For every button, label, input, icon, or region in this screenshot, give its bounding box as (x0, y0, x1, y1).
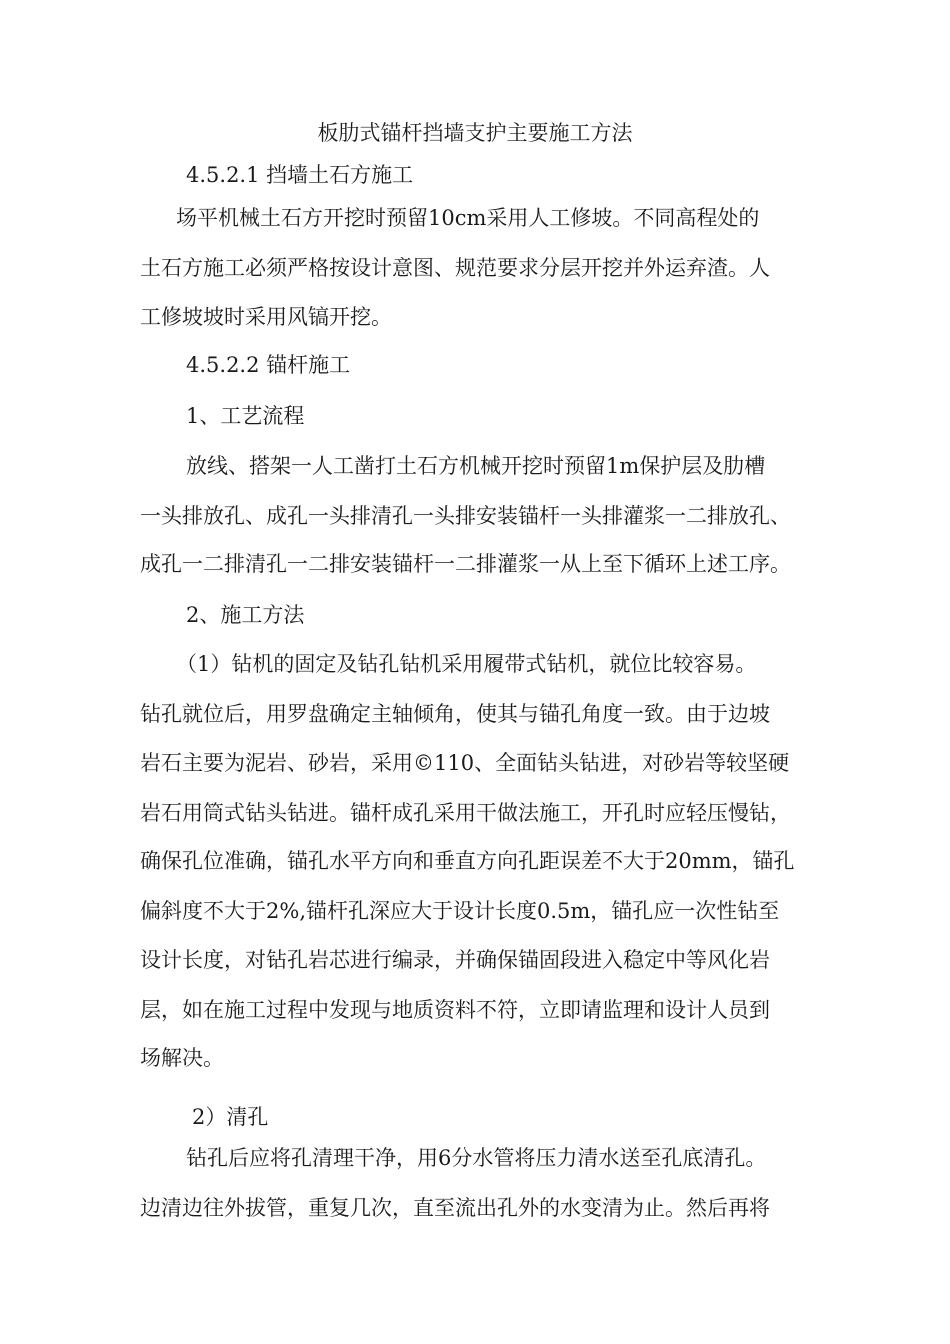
section-heading-4-5-2-1: 4.5.2.1 挡墙土石方施工 (186, 163, 414, 187)
paragraph-line: 土石方施工必须严格按设计意图、规范要求分层开挖并外运弃渣。人 (140, 256, 770, 280)
subheading-construction-method: 2、施工方法 (186, 603, 305, 627)
paragraph-line: 设计长度，对钻孔岩芯进行编录，并确保锚固段进入稳定中等风化岩 (140, 948, 770, 972)
paragraph-line: 确保孔位准确，锚孔水平方向和垂直方向孔距误差不大于20mm，锚孔 (140, 849, 795, 873)
subheading-hole-cleaning: 2）清孔 (192, 1105, 269, 1129)
paragraph-line: 放线、搭架一人工凿打土石方机械开挖时预留1m保护层及肋槽 (186, 454, 766, 478)
paragraph-line: 工修坡坡时采用风镐开挖。 (140, 305, 392, 329)
paragraph-line: 边清边往外拔管，重复几次，直至流出孔外的水变清为止。然后再将 (140, 1196, 770, 1220)
paragraph-line: 场解决。 (140, 1046, 224, 1070)
paragraph-line: 岩石主要为泥岩、砂岩，采用©110、全面钻头钻进，对砂岩等较坚硬 (140, 751, 790, 775)
paragraph-line: 钻孔就位后，用罗盘确定主轴倾角，使其与锚孔角度一致。由于边坡 (140, 702, 770, 726)
section-heading-4-5-2-2: 4.5.2.2 锚杆施工 (186, 353, 351, 377)
paragraph-line: （1）钻机的固定及钻孔钻机采用履带式钻机，就位比较容易。 (176, 652, 757, 676)
paragraph-line: 偏斜度不大于2%,锚杆孔深应大于设计长度0.5m，锚孔应一次性钻至 (140, 899, 780, 923)
paragraph-line: 场平机械土石方开挖时预留10cm采用人工修坡。不同高程处的 (176, 206, 760, 230)
paragraph-line: 层，如在施工过程中发现与地质资料不符，立即请监理和设计人员到 (140, 998, 770, 1022)
paragraph-line: 成孔一二排清孔一二排安装锚杆一二排灌浆一从上至下循环上述工序。 (140, 552, 791, 576)
document-title: 板肋式锚杆挡墙支护主要施工方法 (317, 121, 633, 145)
paragraph-line: 一头排放孔、成孔一头排清孔一头排安装锚杆一头排灌浆一二排放孔、 (140, 504, 791, 528)
paragraph-line: 钻孔后应将孔清理干净，用6分水管将压力清水送至孔底清孔。 (186, 1146, 767, 1170)
subheading-process-flow: 1、工艺流程 (186, 404, 305, 428)
paragraph-line: 岩石用筒式钻头钻进。锚杆成孔采用干做法施工，开孔时应轻压慢钻， (140, 801, 791, 825)
